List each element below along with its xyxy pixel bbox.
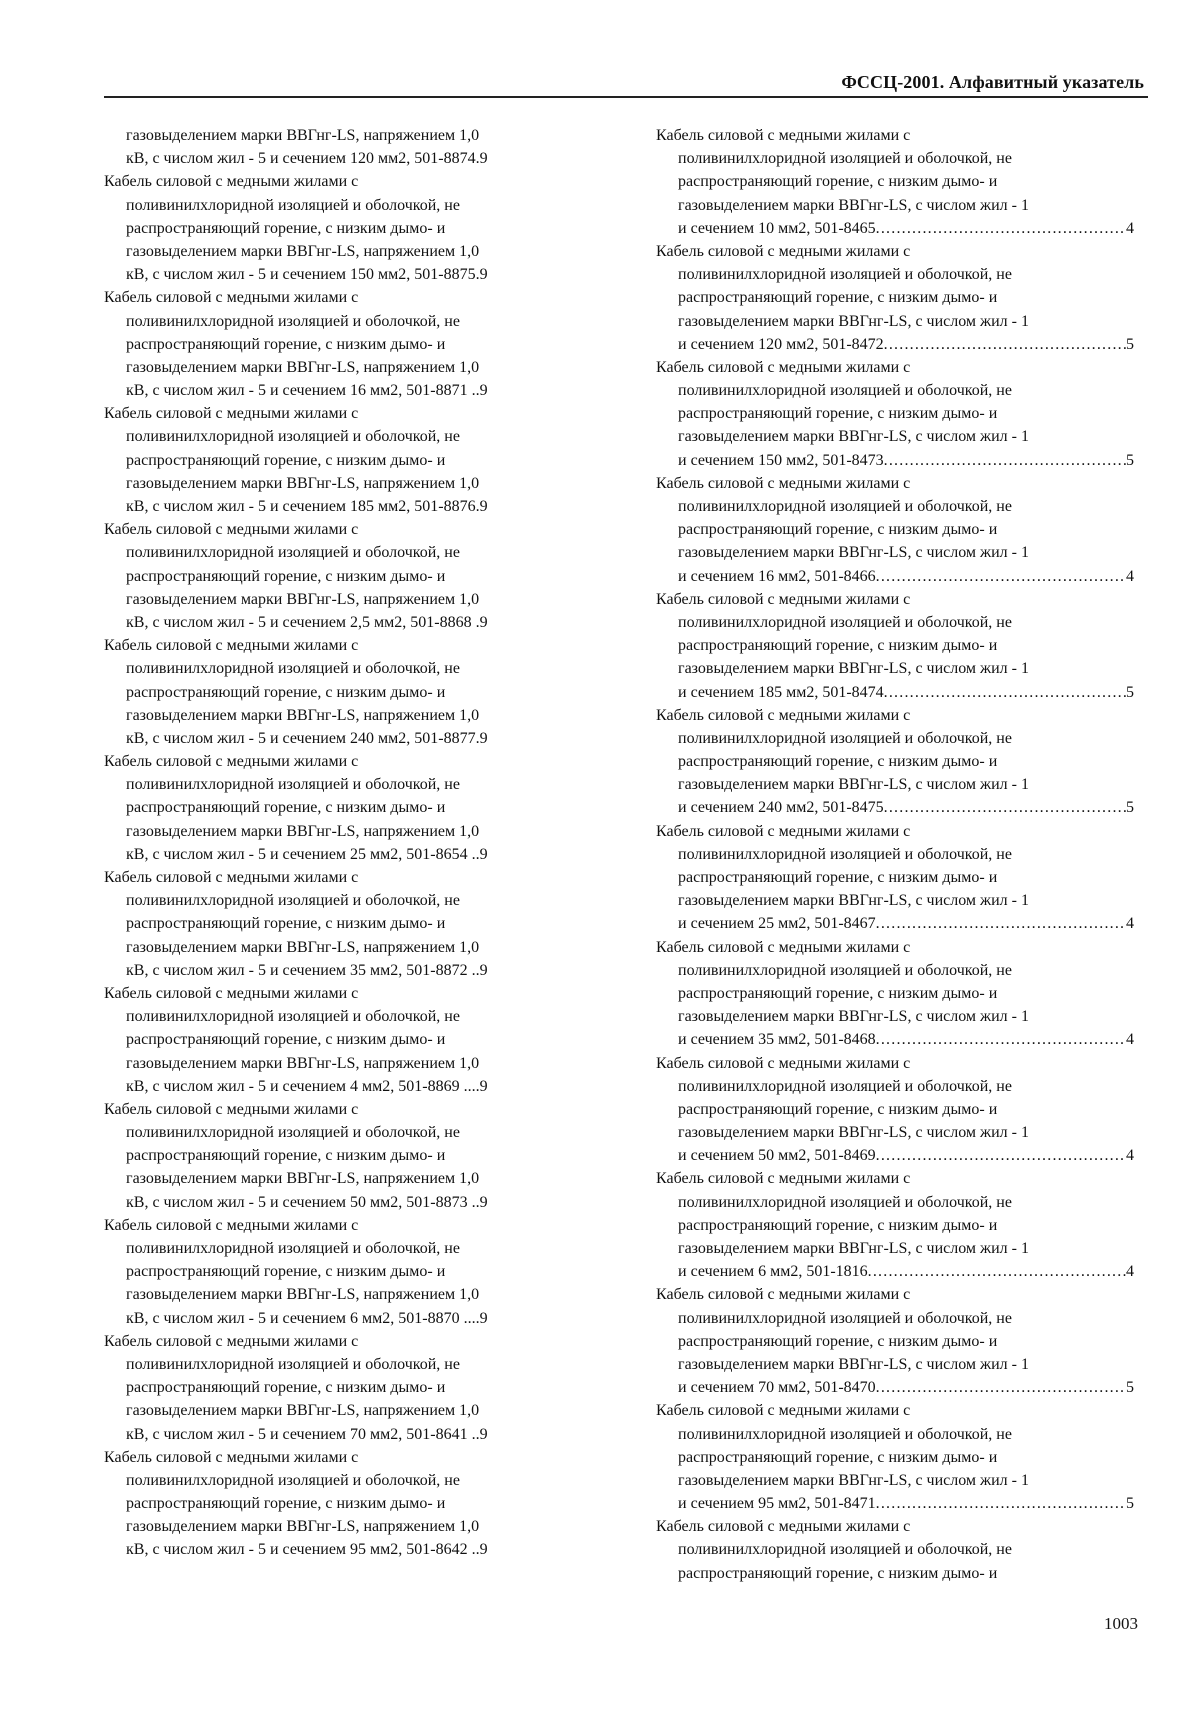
continued-entry [104, 124, 590, 170]
entry-line: газовыделением марки ВВГнг-LS, напряжением 1,0 [126, 127, 480, 144]
entry-heading-line: Кабель силовой с медными жилами с [104, 1332, 359, 1350]
entry-line: поливинилхлоридной изоляцией и оболочкой, не [678, 1309, 1012, 1327]
entry-page-ref: 5 [1126, 1379, 1134, 1397]
dot-leader [876, 1492, 1126, 1515]
index-entry [104, 982, 590, 1098]
entry-line: газовыделением марки ВВГнг-LS, напряжением 1,0 [126, 1518, 480, 1536]
entry-reference: и сечением 25 мм2, 501-8467 [678, 915, 876, 933]
entry-line: распространяющий горение, с низким дымо- и [126, 1031, 446, 1049]
entry-heading-line: Кабель силовой с медными жилами с [656, 706, 911, 724]
index-entry [656, 124, 1134, 240]
entry-line: поливинилхлоридной изоляцией и оболочкой, не [678, 1425, 1012, 1443]
entry-page-ref: 5 [1126, 1495, 1134, 1513]
entry-line: газовыделением марки ВВГнг-LS, с числом жил - 1 [678, 660, 1029, 678]
entry-reference: и сечением 150 мм2, 501-8473 [678, 451, 884, 469]
entry-heading-line: Кабель силовой с медными жилами с [104, 405, 359, 423]
entry-reference: и сечением 6 мм2, 501-1816 [678, 1263, 868, 1281]
entry-heading-line: Кабель силовой с медными жилами с [656, 1170, 911, 1188]
entry-line: распространяющий горение, с низким дымо- и [678, 1332, 998, 1350]
entry-heading-line: Кабель силовой с медными жилами с [656, 358, 911, 376]
entry-line: поливинилхлоридной изоляцией и оболочкой, не [126, 1240, 460, 1257]
entry-line: кВ, с числом жил - 5 и сечением 95 мм2, 501-8642 ..9 [126, 1541, 488, 1559]
index-entry [656, 472, 1134, 588]
dot-leader [876, 565, 1126, 588]
entry-line: поливинилхлоридной изоляцией и оболочкой, не [678, 729, 1012, 747]
entry-line: поливинилхлоридной изоляцией и оболочкой, не [678, 1541, 1012, 1559]
entry-line: газовыделением марки ВВГнг-LS, напряжением 1,0 [126, 474, 480, 492]
dot-leader [876, 1376, 1126, 1399]
entry-line: газовыделением марки ВВГнг-LS, напряжением 1,0 [126, 1054, 480, 1072]
entry-line: газовыделением марки ВВГнг-LS, с числом жил - 1 [678, 776, 1029, 794]
entry-heading-line: Кабель силовой с медными жилами с [104, 173, 359, 191]
entry-line: поливинилхлоридной изоляцией и оболочкой, не [126, 1008, 460, 1026]
index-entry [104, 634, 590, 750]
entry-line: распространяющий горение, с низким дымо- и [126, 1495, 446, 1513]
entry-line: газовыделением марки ВВГнг-LS, с числом жил - 1 [678, 544, 1029, 562]
entry-line: кВ, с числом жил - 5 и сечением 2,5 мм2, 501-8868 .9 [126, 613, 488, 631]
entry-heading-line: Кабель силовой с медными жилами с [656, 1286, 911, 1304]
entry-line: газовыделением марки ВВГнг-LS, с числом жил - 1 [678, 1008, 1029, 1026]
entry-line: распространяющий горение, с низким дымо- и [678, 1216, 998, 1234]
entry-reference: и сечением 95 мм2, 501-8471 [678, 1495, 876, 1513]
entry-page-ref: 5 [1126, 335, 1134, 353]
entry-reference: и сечением 10 мм2, 501-8465 [678, 219, 876, 237]
entry-line: распространяющий горение, с низким дымо- и [126, 219, 446, 237]
entry-line: поливинилхлоридной изоляцией и оболочкой, не [678, 1193, 1012, 1211]
entry-line: распространяющий горение, с низким дымо- и [678, 637, 998, 655]
entry-line: кВ, с числом жил - 5 и сечением 16 мм2, 501-8871 ..9 [126, 382, 488, 400]
index-entry [656, 1399, 1134, 1515]
entry-heading-line: Кабель силовой с медными жилами с [656, 242, 911, 260]
entry-heading-line: Кабель силовой с медными жилами с [104, 1448, 359, 1466]
entry-reference-line [656, 333, 1134, 356]
index-entry [656, 1052, 1134, 1168]
entry-line: поливинилхлоридной изоляцией и оболочкой, не [678, 150, 1012, 168]
index-entry [104, 866, 590, 982]
entry-line: газовыделением марки ВВГнг-LS, с числом жил - 1 [678, 1355, 1029, 1373]
index-entry [104, 1098, 590, 1214]
index-entry [104, 1330, 590, 1446]
entry-line: поливинилхлоридной изоляцией и оболочкой, не [678, 266, 1012, 284]
entry-line: поливинилхлоридной изоляцией и оболочкой, не [126, 196, 460, 214]
running-header [104, 68, 1148, 98]
entry-line: распространяющий горение, с низким дымо- и [678, 984, 998, 1002]
index-entry [656, 936, 1134, 1052]
entry-heading-line: Кабель силовой с медными жилами с [104, 869, 359, 886]
entry-reference: и сечением 50 мм2, 501-8469 [678, 1147, 876, 1165]
index-entry [104, 1214, 590, 1330]
entry-line: поливинилхлоридной изоляцией и оболочкой, не [126, 776, 460, 794]
index-entry [656, 1167, 1134, 1283]
entry-line: распространяющий горение, с низким дымо- и [678, 521, 998, 539]
entry-heading-line: Кабель силовой с медными жилами с [104, 984, 359, 1002]
entry-line: кВ, с числом жил - 5 и сечением 70 мм2, 501-8641 ..9 [126, 1425, 488, 1443]
entry-line: газовыделением марки ВВГнг-LS, с числом жил - 1 [678, 1471, 1029, 1489]
entry-line: распространяющий горение, с низким дымо- и [678, 1564, 998, 1582]
entry-line: распространяющий горение, с низким дымо- и [126, 567, 446, 585]
page-number: 1003 [1104, 1614, 1138, 1633]
entry-line: распространяющий горение, с низким дымо- и [126, 683, 446, 701]
entry-line: распространяющий горение, с низким дымо- и [678, 173, 998, 191]
entry-line: поливинилхлоридной изоляцией и оболочкой, не [678, 961, 1012, 979]
entry-reference: и сечением 16 мм2, 501-8466 [678, 567, 876, 585]
entry-line: распространяющий горение, с низким дымо- и [678, 1100, 998, 1118]
index-entry [104, 518, 590, 634]
entry-line: газовыделением марки ВВГнг-LS, напряжением 1,0 [126, 242, 480, 260]
entry-line: газовыделением марки ВВГнг-LS, напряжением 1,0 [126, 1286, 480, 1304]
entry-line: газовыделением марки ВВГнг-LS, напряжением 1,0 [126, 822, 480, 840]
right-column [656, 124, 1134, 1585]
entry-reference: и сечением 120 мм2, 501-8472 [678, 335, 884, 353]
entry-heading-line: Кабель силовой с медными жилами с [104, 637, 359, 655]
entry-line: распространяющий горение, с низким дымо- и [126, 915, 446, 933]
entry-page-ref: 5 [1126, 683, 1134, 701]
index-entry [104, 286, 590, 402]
entry-page-ref: 5 [1126, 451, 1134, 469]
entry-heading-line: Кабель силовой с медными жилами с [656, 590, 911, 608]
entry-reference-line [656, 565, 1134, 588]
entry-reference-line [656, 912, 1134, 935]
entry-heading-line: Кабель силовой с медными жилами с [104, 289, 359, 307]
index-entry-continues [656, 1515, 1134, 1585]
entry-line: поливинилхлоридной изоляцией и оболочкой, не [678, 382, 1012, 400]
entry-line: газовыделением марки ВВГнг-LS, напряжением 1,0 [126, 938, 480, 956]
dot-leader [884, 449, 1126, 472]
entry-line: кВ, с числом жил - 5 и сечением 150 мм2, 501-8875.9 [126, 266, 488, 284]
index-entry [104, 750, 590, 866]
entry-line: газовыделением марки ВВГнг-LS, с числом жил - 1 [678, 428, 1029, 446]
entry-line: распространяющий горение, с низким дымо- и [678, 869, 998, 886]
entry-line: распространяющий горение, с низким дымо- и [126, 1263, 446, 1281]
entry-line: газовыделением марки ВВГнг-LS, напряжением 1,0 [126, 1170, 480, 1188]
entry-reference-line [656, 796, 1134, 819]
index-entry [656, 704, 1134, 820]
entry-heading-line: Кабель силовой с медными жилами с [656, 127, 911, 144]
entry-page-ref: 4 [1126, 1263, 1134, 1281]
entry-reference: и сечением 185 мм2, 501-8474 [678, 683, 884, 701]
header-title: ФССЦ-2001. Алфавитный указатель [841, 72, 1144, 92]
entry-line: поливинилхлоридной изоляцией и оболочкой, не [678, 498, 1012, 515]
entry-reference-line [656, 1260, 1134, 1283]
dot-leader [868, 1260, 1126, 1283]
entry-heading-line: Кабель силовой с медными жилами с [656, 1054, 911, 1072]
entry-line: поливинилхлоридной изоляцией и оболочкой, не [678, 1077, 1012, 1095]
entry-reference-line [656, 1144, 1134, 1167]
entry-line: кВ, с числом жил - 5 и сечением 185 мм2, 501-8876.9 [126, 498, 488, 515]
entry-heading-line: Кабель силовой с медными жилами с [656, 1402, 911, 1420]
entry-line: газовыделением марки ВВГнг-LS, с числом жил - 1 [678, 892, 1029, 910]
entry-reference: и сечением 240 мм2, 501-8475 [678, 799, 884, 817]
index-entry [656, 356, 1134, 472]
dot-leader [876, 912, 1126, 935]
entry-page-ref: 4 [1126, 219, 1134, 237]
entry-line: кВ, с числом жил - 5 и сечением 6 мм2, 501-8870 ....9 [126, 1309, 488, 1327]
entry-heading-line: Кабель силовой с медными жилами с [104, 1216, 359, 1234]
entry-reference-line [656, 1376, 1134, 1399]
index-entry [656, 820, 1134, 936]
entry-line: газовыделением марки ВВГнг-LS, напряжением 1,0 [126, 1402, 480, 1420]
index-entry [656, 1283, 1134, 1399]
dot-leader [876, 1144, 1126, 1167]
entry-heading-line: Кабель силовой с медными жилами с [104, 521, 359, 539]
dot-leader [884, 333, 1126, 356]
entry-line: поливинилхлоридной изоляцией и оболочкой, не [678, 845, 1012, 863]
dot-leader [876, 217, 1126, 240]
entry-reference: и сечением 35 мм2, 501-8468 [678, 1031, 876, 1049]
entry-line: поливинилхлоридной изоляцией и оболочкой, не [126, 312, 460, 330]
entry-line: кВ, с числом жил - 5 и сечением 25 мм2, 501-8654 ..9 [126, 845, 488, 863]
entry-line: поливинилхлоридной изоляцией и оболочкой, не [678, 613, 1012, 631]
entry-line: газовыделением марки ВВГнг-LS, напряжением 1,0 [126, 706, 480, 724]
entry-reference: и сечением 70 мм2, 501-8470 [678, 1379, 876, 1397]
index-entry [656, 240, 1134, 356]
entry-reference-line [656, 217, 1134, 240]
entry-line: распространяющий горение, с низким дымо- и [678, 1448, 998, 1466]
entry-reference-line [656, 449, 1134, 472]
entry-heading-line: Кабель силовой с медными жилами с [656, 938, 911, 956]
entry-page-ref: 4 [1126, 567, 1134, 585]
entry-line: поливинилхлоридной изоляцией и оболочкой, не [126, 544, 460, 562]
index-entry [104, 1446, 590, 1562]
dot-leader [884, 681, 1126, 704]
dot-leader [884, 796, 1126, 819]
entry-line: поливинилхлоридной изоляцией и оболочкой, не [126, 892, 460, 910]
entry-line: газовыделением марки ВВГнг-LS, с числом жил - 1 [678, 312, 1029, 330]
entry-line: распространяющий горение, с низким дымо- и [126, 799, 446, 817]
entry-line: кВ, с числом жил - 5 и сечением 120 мм2, 501-8874.9 [126, 150, 488, 168]
entry-heading-line: Кабель силовой с медными жилами с [104, 753, 359, 771]
entry-line: кВ, с числом жил - 5 и сечением 35 мм2, 501-8872 ..9 [126, 961, 488, 979]
index-entry [104, 402, 590, 518]
entry-heading-line: Кабель силовой с медными жилами с [656, 1518, 911, 1536]
entry-line: распространяющий горение, с низким дымо- и [126, 1147, 446, 1165]
entry-line: распространяющий горение, с низким дымо- и [678, 405, 998, 423]
entry-line: распространяющий горение, с низким дымо- и [678, 753, 998, 771]
entry-heading-line: Кабель силовой с медными жилами с [656, 474, 911, 492]
left-column [104, 124, 590, 1562]
entry-line: газовыделением марки ВВГнг-LS, с числом жил - 1 [678, 196, 1029, 214]
entry-line: распространяющий горение, с низким дымо- и [126, 451, 446, 469]
entry-heading-line: Кабель силовой с медными жилами с [656, 822, 911, 840]
entry-line: газовыделением марки ВВГнг-LS, напряжением 1,0 [126, 590, 480, 608]
entry-line: кВ, с числом жил - 5 и сечением 240 мм2, 501-8877.9 [126, 729, 488, 747]
dot-leader [876, 1028, 1126, 1051]
entry-page-ref: 4 [1126, 1147, 1134, 1165]
entry-line: поливинилхлоридной изоляцией и оболочкой, не [126, 428, 460, 446]
entry-reference-line [656, 1028, 1134, 1051]
entry-line: газовыделением марки ВВГнг-LS, с числом жил - 1 [678, 1240, 1029, 1257]
entry-line: поливинилхлоридной изоляцией и оболочкой, не [126, 660, 460, 678]
entry-line: поливинилхлоридной изоляцией и оболочкой, не [126, 1355, 460, 1373]
entry-line: кВ, с числом жил - 5 и сечением 50 мм2, 501-8873 ..9 [126, 1193, 488, 1211]
entry-line: газовыделением марки ВВГнг-LS, с числом жил - 1 [678, 1124, 1029, 1142]
index-entry [104, 170, 590, 286]
entry-line: распространяющий горение, с низким дымо- и [678, 289, 998, 307]
entry-line: распространяющий горение, с низким дымо- и [126, 1379, 446, 1397]
entry-page-ref: 5 [1126, 799, 1134, 817]
entry-line: поливинилхлоридной изоляцией и оболочкой, не [126, 1471, 460, 1489]
entry-reference-line [656, 1492, 1134, 1515]
index-entry [656, 588, 1134, 704]
entry-line: поливинилхлоридной изоляцией и оболочкой, не [126, 1124, 460, 1142]
entry-heading-line: Кабель силовой с медными жилами с [104, 1100, 359, 1118]
entry-page-ref: 4 [1126, 915, 1134, 933]
entry-reference-line [656, 681, 1134, 704]
entry-line: кВ, с числом жил - 5 и сечением 4 мм2, 501-8869 ....9 [126, 1077, 488, 1095]
entry-page-ref: 4 [1126, 1031, 1134, 1049]
entry-line: распространяющий горение, с низким дымо- и [126, 335, 446, 353]
entry-line: газовыделением марки ВВГнг-LS, напряжением 1,0 [126, 358, 480, 376]
